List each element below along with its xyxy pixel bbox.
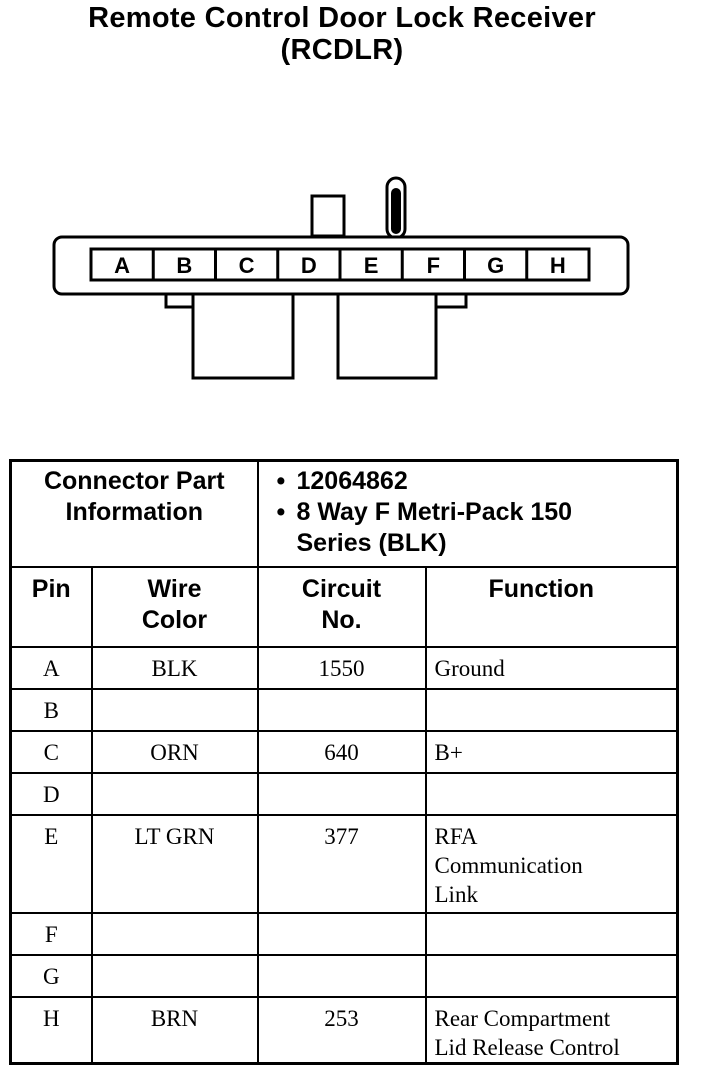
cavity-label-f: F [426, 253, 441, 278]
connector-pinout-table [9, 459, 679, 1065]
cavity-label-d: D [300, 253, 317, 278]
pin-cell: H [11, 997, 92, 1064]
function-cell [426, 689, 678, 731]
wire-color-cell [92, 773, 258, 815]
pin-cell: F [11, 913, 92, 955]
wire-color-cell [92, 689, 258, 731]
cavity-label-c: C [238, 253, 255, 278]
left-foot-ledge [166, 294, 193, 307]
info-label-line-1: Connector Part [43, 467, 225, 495]
function-line: Lid Release Control [434, 1035, 620, 1060]
connector-info-values [258, 461, 678, 568]
part-number: 12064862 [296, 467, 408, 495]
header-wire-color-line-1: Wire [147, 575, 202, 603]
pin-rows [11, 647, 678, 1064]
wire-color-cell [92, 913, 258, 955]
header-wire-color-line-2: Color [141, 606, 208, 634]
diagram-title [0, 2, 684, 66]
pin-cell: G [11, 955, 92, 997]
wire-color-cell: ORN [92, 731, 258, 773]
circuit-cell [258, 955, 426, 997]
function-line: Link [434, 882, 478, 907]
pin-cell: C [11, 731, 92, 773]
table-row [11, 689, 678, 731]
bullet-icon: • [276, 498, 286, 526]
table-row [11, 731, 678, 773]
bullet-icon: • [276, 467, 286, 495]
info-item [276, 466, 677, 497]
circuit-cell: 253 [258, 997, 426, 1064]
wire-color-cell: LT GRN [92, 815, 258, 913]
table-row [11, 815, 678, 913]
function-cell [426, 997, 678, 1064]
info-label-line-2: Information [65, 498, 203, 526]
function-line: RFA [434, 824, 478, 849]
header-circuit-line-2: No. [321, 606, 362, 634]
table-row [11, 773, 678, 815]
header-circuit [258, 567, 426, 647]
circuit-cell [258, 773, 426, 815]
circuit-cell: 640 [258, 731, 426, 773]
connector-type-continued: Series (BLK) [296, 529, 447, 557]
function-cell [426, 955, 678, 997]
column-header-row [11, 567, 678, 647]
table-row [11, 913, 678, 955]
connector-latch-slot [391, 188, 401, 234]
connector-info-label [11, 461, 258, 568]
pin-cell: B [11, 689, 92, 731]
title-line-1: Remote Control Door Lock Receiver [88, 2, 596, 34]
table-row [11, 647, 678, 689]
wire-color-cell: BLK [92, 647, 258, 689]
pin-cell: D [11, 773, 92, 815]
header-circuit-line-1: Circuit [301, 575, 382, 603]
function-line: Communication [434, 853, 583, 878]
connector-info-row [11, 461, 678, 568]
right-lower-housing [338, 294, 436, 378]
circuit-cell [258, 689, 426, 731]
connector-type: 8 Way F Metri-Pack 150 [296, 498, 573, 526]
cavity-label-a: A [114, 253, 131, 278]
pin-cell: A [11, 647, 92, 689]
function-cell [426, 815, 678, 913]
table-row [11, 997, 678, 1064]
cavity-label-e: E [363, 253, 379, 278]
table-row [11, 955, 678, 997]
function-cell [426, 731, 678, 773]
wire-color-cell: BRN [92, 997, 258, 1064]
right-foot-ledge [436, 294, 466, 307]
connector-illustration [0, 170, 704, 385]
cavity-label-b: B [176, 253, 193, 278]
function-cell [426, 647, 678, 689]
title-line-2: (RCDLR) [280, 34, 404, 66]
cavity-label-g: G [487, 253, 505, 278]
pin-cell: E [11, 815, 92, 913]
left-lower-housing [193, 294, 293, 378]
cavity-label-h: H [549, 253, 566, 278]
info-item [276, 497, 677, 528]
header-pin: Pin [11, 567, 92, 647]
header-function: Function [426, 567, 678, 647]
function-line: Rear Compartment [434, 1006, 611, 1031]
connector-top-tab [312, 196, 344, 236]
function-line: Ground [434, 656, 505, 681]
function-line: B+ [434, 740, 463, 765]
circuit-cell: 377 [258, 815, 426, 913]
wire-color-cell [92, 955, 258, 997]
header-wire-color [92, 567, 258, 647]
circuit-cell [258, 913, 426, 955]
function-cell [426, 773, 678, 815]
function-cell [426, 913, 678, 955]
circuit-cell: 1550 [258, 647, 426, 689]
